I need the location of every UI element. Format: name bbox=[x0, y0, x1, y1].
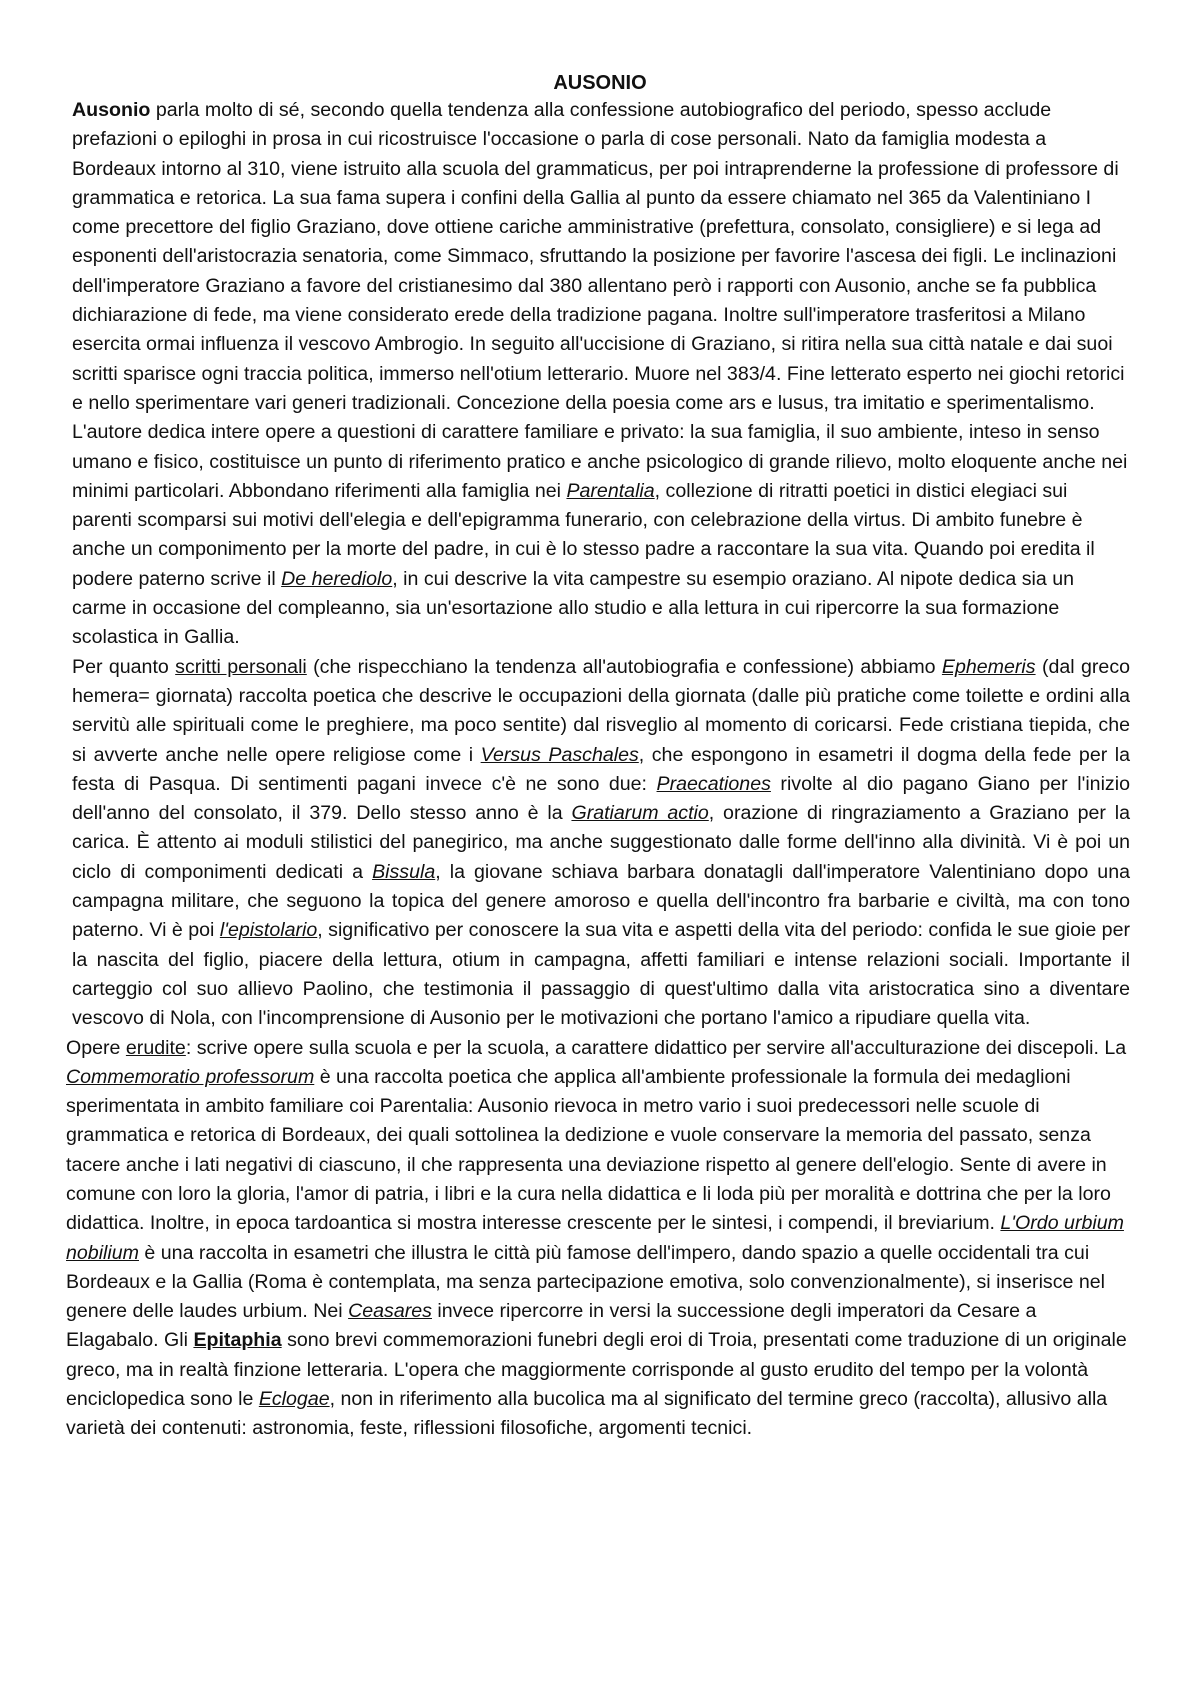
work-title-ephemeris: Ephemeris bbox=[941, 655, 1036, 678]
text-span: , che espongono in esametri il dogma della fede per la festa di Pasqua. Di sentimenti pagani invece c'è ne sono due: bbox=[72, 743, 1131, 795]
paragraph-biography bbox=[70, 96, 1130, 653]
text-span: è una raccolta in esametri che illustra le città più famose dell'impero, dando spazio a quelle occidentali tra cui Bordeaux e la Gallia (Roma è contemplata, ma senza partecipazione emotiva, solo convenzionalmente), si inserisce nel genere delle laudes urbium. Nei bbox=[66, 1241, 1106, 1323]
text-span: (che rispecchiano la tendenza all'autobiografia e confessione) abbiamo bbox=[306, 655, 942, 678]
work-title-versus-paschales: Versus Paschales bbox=[480, 743, 639, 766]
work-title-eclogae: Eclogae bbox=[258, 1388, 330, 1411]
text-span: (dal greco hemera= giornata) raccolta poetica che descrive le occupazioni della giornata (dalle più pratiche come toilette e ordini alla servitù alle spirituali come le preghiere, ma poco sentite) dal risveglio al momento di coricarsi. Fede cristiana tiepida, che si avverte anche nelle opere religiose come i bbox=[72, 655, 1131, 766]
text-span: , collezione di ritratti poetici in distici elegiaci sui parenti scomparsi sui motivi dell'elegia e dell'epigramma funerario, con celebrazione della virtus. Di ambito funebre è anche un componimento per la morte del padre, in cui è lo stesso padre a raccontare la sua vita. Quando poi eredita il podere paterno scrive il bbox=[72, 479, 1095, 590]
text-span: , orazione di ringraziamento a Graziano per la carica. È attento ai moduli stilistici del panegirico, ma anche suggestionato dalle forme dell'inno alla divinità. Vi è poi un ciclo di componimenti dedicati a bbox=[72, 802, 1131, 883]
text-span: , significativo per conoscere la sua vita e aspetti della vita del periodo: confida le sue gioie per la nascita del figlio, piacere della lettura, otium in campagna, affetti familiari e intense relazioni sociali. Importante il carteggio col suo allievo Paolino, che testimonia il passaggio di quest'ultimo dalla vita aristocratica sino a diventare vescovo di Nola, con l'incomprensione di Ausonio per le motivazioni che portano l'amico a ripudiare quella vita. bbox=[72, 919, 1130, 1030]
work-title-ceasares: Ceasares bbox=[348, 1300, 432, 1323]
text-span: è una raccolta poetica che applica all'ambiente professionale la formula dei medaglioni sperimentata in ambito familiare coi Parentalia: Ausonio rievoca in metro vario i suoi predecessori nelle scuole di grammatica e retorica di Bordeaux, dei quali sottolinea la dedizione e vuole conservare la memoria del passato, senza tacere anche i lati negativi di ciascuno, il che rappresenta una deviazione rispetto al genere dell'elogio. Sente di avere in comune con loro la gloria, l'amor di patria, i libri e la cura nella didattica e li loda più per moralità e dottrina che per la loro didattica. Inoltre, in epoca tardoantica si mostra interesse crescente per le sintesi, i compendi, il breviarium. bbox=[66, 1065, 1111, 1235]
document-page bbox=[66, 70, 1131, 1444]
text-span: Opere bbox=[66, 1036, 126, 1059]
work-title-epitaphia: Epitaphia bbox=[193, 1329, 282, 1352]
keyword-erudite: erudite bbox=[125, 1036, 186, 1059]
author-name: Ausonio bbox=[72, 99, 151, 121]
text-span: Per quanto bbox=[72, 655, 176, 678]
page-title: AUSONIO bbox=[553, 72, 647, 94]
text-span: , in cui descrive la vita campestre su esempio oraziano. Al nipote dedica sia un carme in occasione del compleanno, sia un'esortazione allo studio e alla lettura in cui ripercorre la sua formazione scolastica in Gallia. bbox=[72, 567, 1075, 649]
work-title-de-herediolo: De herediolo bbox=[281, 567, 393, 590]
text-span: sono brevi commemorazioni funebri degli eroi di Troia, presentati come traduzione di un originale greco, ma in realtà finzione letteraria. L'opera che maggiormente corrisponde al gusto erudito del tempo per la volontà enciclopedica sono le bbox=[66, 1329, 1127, 1411]
text-span: invece ripercorre in versi la successione degli imperatori da Cesare a Elagabalo. Gli bbox=[66, 1300, 1037, 1352]
work-title-parentalia: Parentalia bbox=[566, 479, 655, 502]
text-span: rivolte al dio pagano Giano per l'inizio dell'anno del consolato, il 379. Dello stesso anno è la bbox=[72, 772, 1130, 825]
work-title-commemoratio-professorum: Commemoratio professorum bbox=[66, 1065, 315, 1088]
work-title-epistolario: l'epistolario bbox=[219, 919, 318, 942]
work-title-praecationes: Praecationes bbox=[656, 772, 771, 795]
work-title-bissula: Bissula bbox=[372, 860, 436, 883]
work-title-ordo-urbium-nobilium: L'Ordo urbium nobilium bbox=[66, 1212, 1124, 1264]
keyword-scritti-personali: scritti personali bbox=[175, 655, 307, 678]
paragraph-personal-writings bbox=[70, 653, 1130, 1034]
work-title-gratiarum-actio: Gratiarum actio bbox=[571, 802, 709, 825]
paragraph-erudite-works bbox=[66, 1034, 1130, 1444]
text-span: : scrive opere sulla scuola e per la scuola, a carattere didattico per servire all'acculturazione dei discepoli. La bbox=[185, 1036, 1127, 1059]
text-span: , la giovane schiava barbara donatagli dall'imperatore Valentiniano dopo una campagna militare, che seguono la topica del genere amoroso e quella dell'incontro fra barbarie e civiltà, ma con tono paterno. Vi è poi bbox=[72, 860, 1130, 942]
text-span: parla molto di sé, secondo quella tendenza alla confessione autobiografico del periodo, spesso acclude prefazioni o epiloghi in prosa in cui ricostruisce l'occasione o parla di cose personali. Nato da famiglia modesta a Bordeaux intorno al 310, viene istruito alla scuola del grammaticus, per poi intraprenderne la professione di professore di grammatica e retorica. La sua fama supera i confini della Gallia al punto da essere chiamato nel 365 da Valentiniano I come precettore del figlio Graziano, dove ottiene cariche amministrative (prefettura, consolato, consigliere) e si lega ad esponenti dell'aristocrazia senatoria, come Simmaco, sfruttando la posizione per favorire l'ascesa dei figli. Le inclinazioni dell'imperatore Graziano a favore del cristianesimo dal 380 allentano però i rapporti con Ausonio, anche se fa pubblica dichiarazione di fede, ma viene considerato erede della tradizione pagana. Inoltre sull'imperatore trasferitosi a Milano esercita ormai influenza il vescovo Ambrogio. In seguito all'uccisione di Graziano, si ritira nella sua città natale e dai suoi scritti sparisce ogni traccia politica, immerso nell'otium letterario. Muore nel 383/4. Fine letterato esperto nei giochi retorici e nello sperimentare vari generi tradizionali. Concezione della poesia come ars e lusus, tra imitatio e sperimentalismo. L'autore dedica intere opere a questioni di carattere familiare e privato: la sua famiglia, il suo ambiente, inteso in senso umano e fisico, costituisce un punto di riferimento pratico e anche psicologico di grande rilievo, molto eloquente anche nei minimi particolari. Abbondano riferimenti alla famiglia nei bbox=[72, 99, 1128, 502]
text-span: , non in riferimento alla bucolica ma al significato del termine greco (raccolta), allusivo alla varietà dei contenuti: astronomia, feste, riflessioni filosofiche, argomenti tecnici. bbox=[66, 1388, 1108, 1440]
